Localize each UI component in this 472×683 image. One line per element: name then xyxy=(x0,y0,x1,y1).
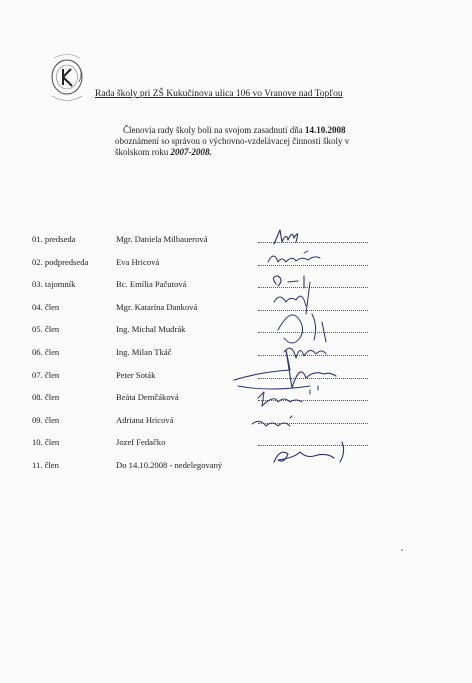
intro-line-1: Členovia rady školy boli na svojom zasadnutí dňa 14.10.2008 xyxy=(123,125,346,135)
intro-line-3: školskom roku 2007-2008. xyxy=(115,147,212,157)
member-role: 08. člen xyxy=(32,392,60,403)
member-name: Peter Soták xyxy=(116,369,156,380)
member-name: Adriana Hricová xyxy=(116,414,174,425)
member-role: 01. predseda xyxy=(32,234,76,244)
member-name: Beáta Demčáková xyxy=(116,392,179,403)
member-role: 10. člen xyxy=(32,437,60,448)
member-role: 11. člen xyxy=(32,459,59,470)
intro-paragraph xyxy=(115,125,368,158)
member-role: 03. tajomník xyxy=(32,279,76,290)
intro-line-2: oboznámení so správou o výchovno-vzdelávacej činnosti školy v xyxy=(115,136,350,146)
member-name: Jozef Fedačko xyxy=(116,437,166,448)
member-name: Mgr. Daniela Milbauerová xyxy=(116,234,208,244)
member-role: 06. člen xyxy=(32,346,60,357)
member-name: Mgr. Katarína Danková xyxy=(116,301,198,312)
meeting-date: 14.10.2008 xyxy=(304,125,346,135)
school-year: 2007-2008. xyxy=(170,147,212,157)
member-name: Eva Hricová xyxy=(116,256,160,267)
member-name: Ing. Michal Mudrák xyxy=(116,324,186,335)
member-role: 05. člen xyxy=(32,324,60,335)
member-role: 09. člen xyxy=(32,414,60,425)
handwritten-signatures xyxy=(230,222,380,472)
member-name: Bc. Emília Pačutová xyxy=(116,279,187,290)
member-name: Do 14.10.2008 - nedelegovaný xyxy=(116,459,223,470)
council-title: Rada školy pri ZŠ Kukučínova ulica 106 vo Vranove nad Topľou xyxy=(95,89,343,99)
member-role: 02. podpredseda xyxy=(32,256,89,267)
member-name: Ing. Milan Tkáč xyxy=(116,346,172,357)
page-speck xyxy=(401,549,403,551)
member-role: 07. člen xyxy=(32,369,60,380)
school-logo-icon xyxy=(46,52,88,106)
member-role: 04. člen xyxy=(32,301,60,312)
